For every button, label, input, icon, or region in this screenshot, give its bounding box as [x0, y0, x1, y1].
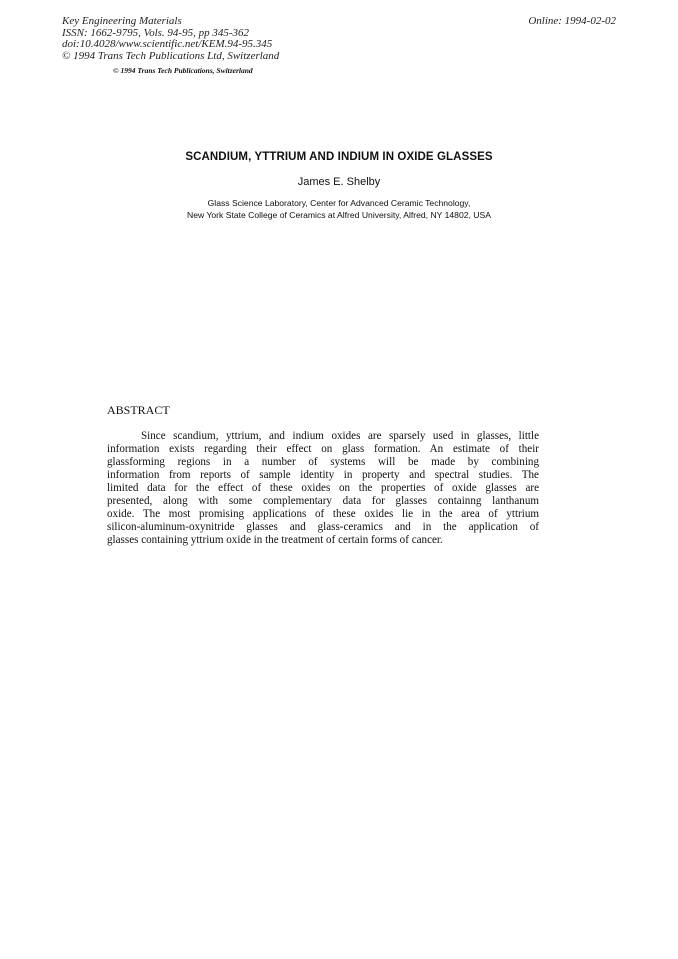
abstract-line: presented, along with some complementary data for glasses containng lanthanum [107, 495, 539, 507]
abstract-line: information exists regarding their effect on glass formation. An estimate of their [107, 443, 539, 455]
abstract-heading: ABSTRACT [107, 403, 170, 417]
issn-line: ISSN: 1662-9795, Vols. 94-95, pp 345-362 [62, 26, 249, 39]
online-date: Online: 1994-02-02 [528, 15, 616, 27]
abstract-line: information from reports of sample identity in property and spectral studies. The [107, 469, 539, 481]
doi-line[interactable]: doi:10.4028/www.scientific.net/KEM.94-95.345 [62, 38, 273, 50]
journal-header [62, 16, 279, 62]
affiliation-line-2: New York State College of Ceramics at Alfred University, Alfred, NY 14802, USA [187, 210, 491, 220]
journal-name: Key Engineering Materials [62, 15, 182, 27]
abstract-body [107, 430, 539, 547]
copyright-line: © 1994 Trans Tech Publications Ltd, Switzerland [62, 49, 280, 62]
paper-author: James E. Shelby [297, 176, 381, 188]
abstract-line: oxide. The most promising applications of these oxides lie in the area of yttrium [107, 508, 539, 520]
publisher-stamp: © 1994 Trans Tech Publications, Switzerland [113, 66, 253, 75]
abstract-line: Since scandium, yttrium, and indium oxides are sparsely used in glasses, little [141, 430, 539, 442]
abstract-line: glassforming regions in a number of systems will be made by combining [107, 456, 539, 468]
paper-title: SCANDIUM, YTTRIUM AND INDIUM IN OXIDE GLASSES [185, 151, 493, 163]
abstract-line: glasses containing yttrium oxide in the treatment of certain forms of cancer. [107, 534, 443, 546]
abstract-line: limited data for the effect of these oxides on the properties of oxide glasses are [107, 482, 539, 494]
abstract-line: silicon-aluminum-oxynitride glasses and glass-ceramics and in the application of [107, 521, 539, 533]
affiliation-line-1: Glass Science Laboratory, Center for Advanced Ceramic Technology, [207, 198, 471, 208]
